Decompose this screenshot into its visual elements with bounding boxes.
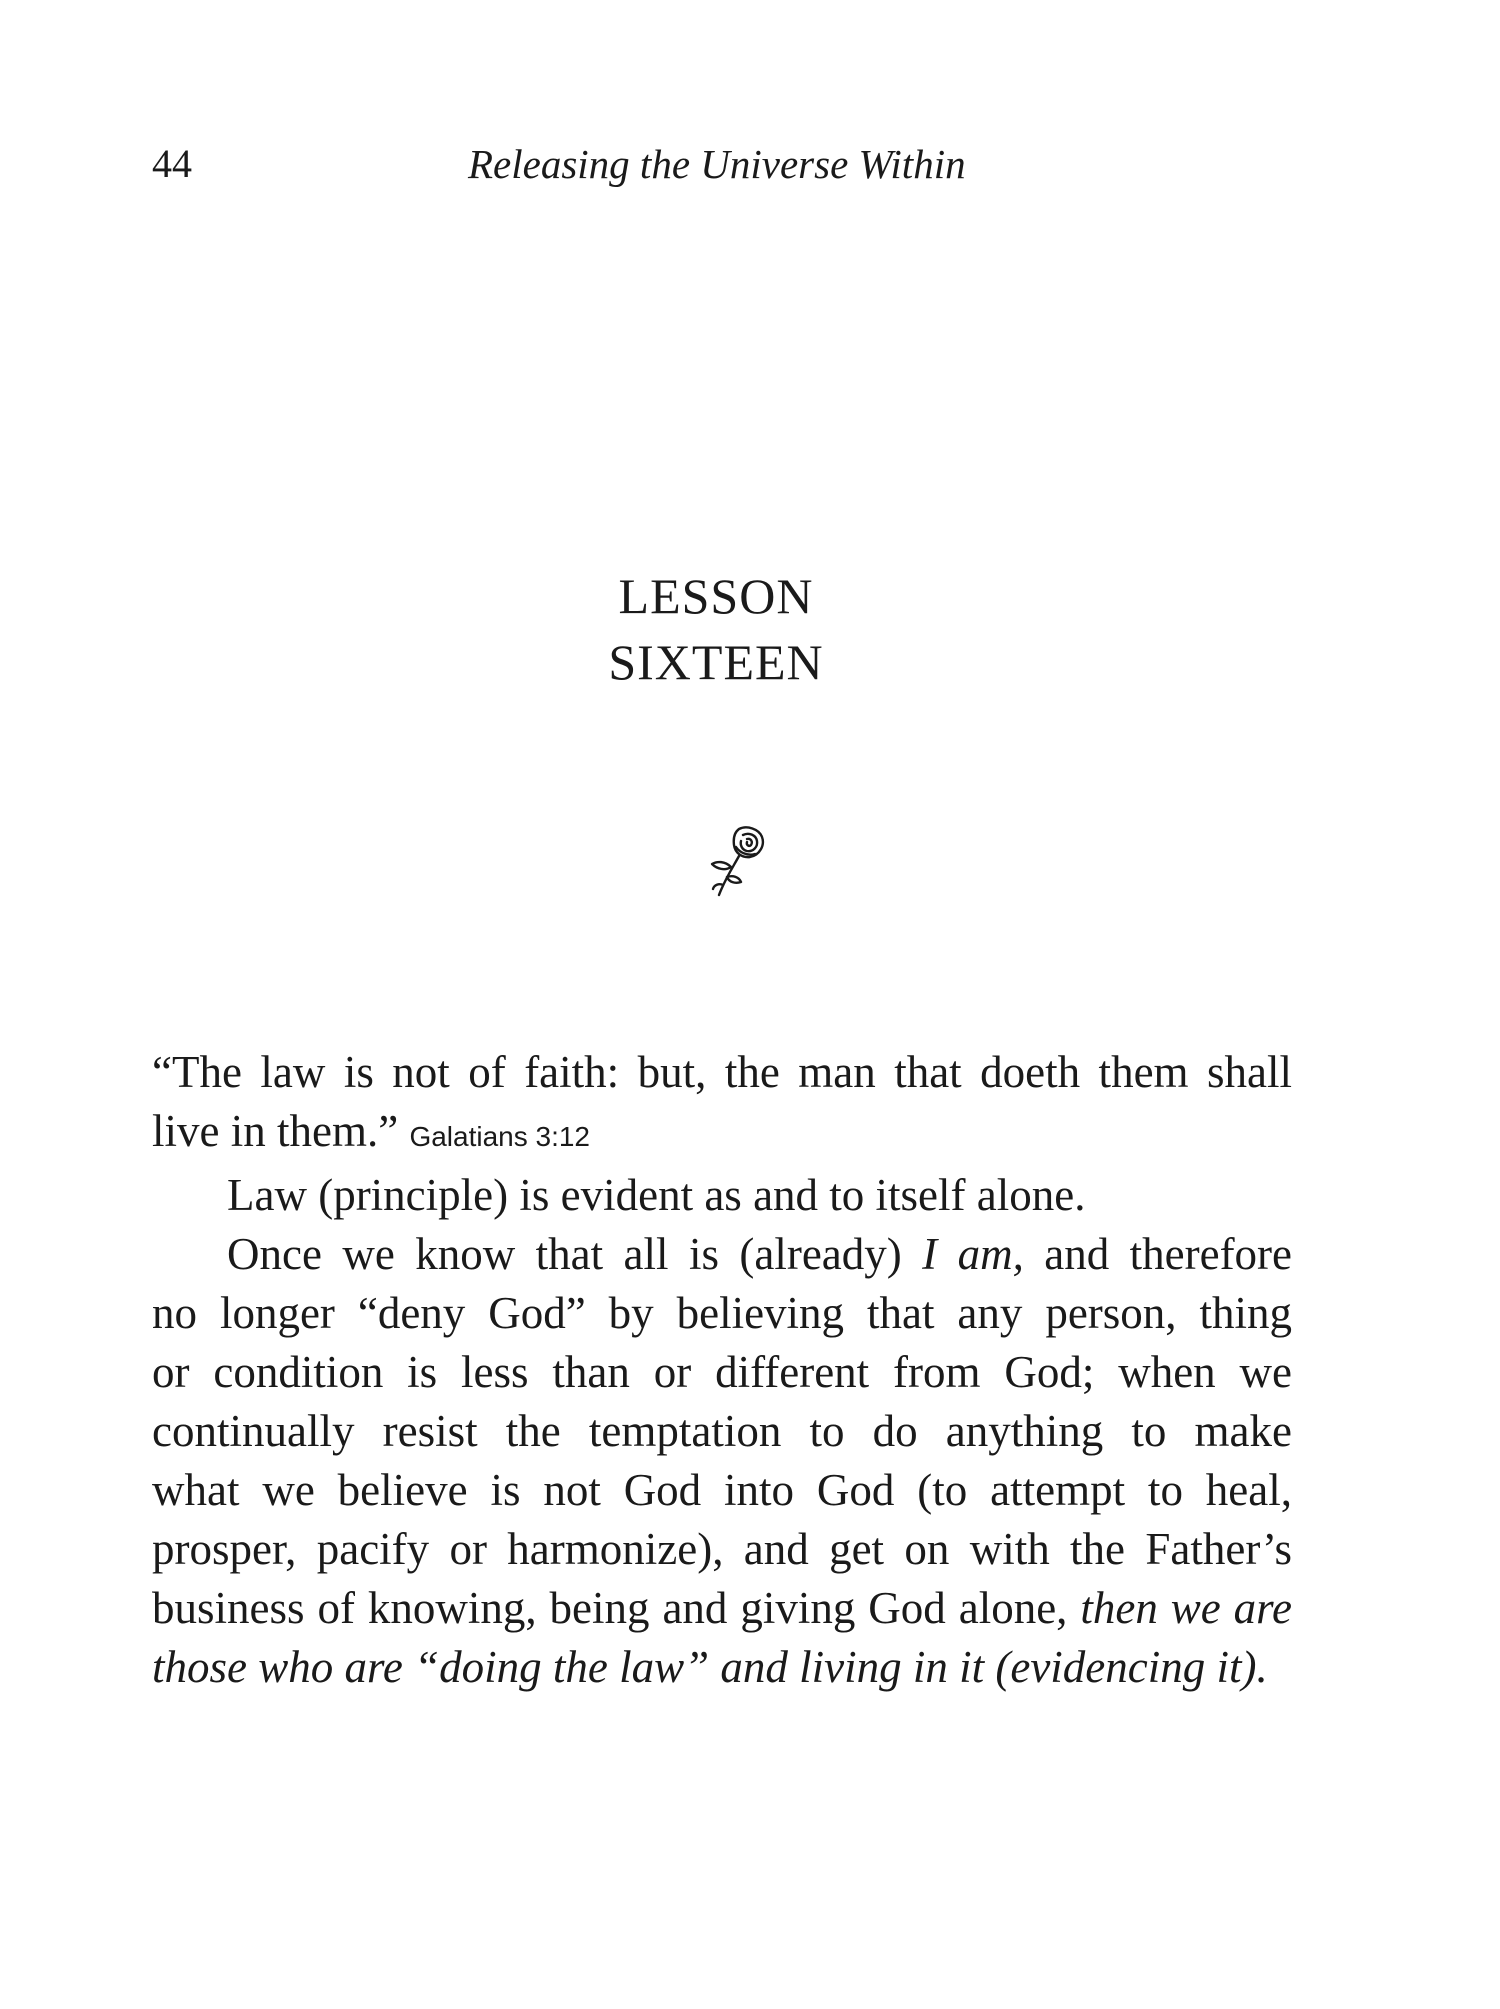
text-segment: business of knowing, being and giving God alone, (152, 1583, 1068, 1633)
paragraph-line (152, 1225, 1292, 1284)
paragraph-line-italic: those who are “doing the law” and living in it (evidencing it). (152, 1642, 1268, 1692)
quote-line-end (152, 1102, 1292, 1166)
paragraph-line: what we believe is not God into God (to attempt to heal, (152, 1465, 1292, 1515)
paragraph-line: prosper, pacify or harmonize), and get on with the Father’s (152, 1524, 1292, 1574)
text-segment: and therefore (1044, 1229, 1293, 1279)
scripture-citation: Galatians 3:12 (409, 1121, 591, 1152)
italic-segment: I am, (922, 1229, 1024, 1279)
page-number: 44 (152, 141, 192, 186)
paragraph-line: Law (principle) is evident as and to itself alone. (227, 1170, 1086, 1220)
lesson-title-line-2: SIXTEEN (608, 634, 824, 690)
rose-icon (705, 823, 769, 899)
quote-text: live in them.” (152, 1106, 399, 1156)
paragraph-line: continually resist the temptation to do anything to make (152, 1406, 1292, 1456)
paragraph-line (152, 1579, 1292, 1638)
lesson-title-line-1: LESSON (618, 568, 814, 624)
quote-line: “The law is not of faith: but, the man that doeth them shall (152, 1047, 1292, 1097)
running-head-title: Releasing the Universe Within (468, 141, 966, 187)
italic-segment: then we are (1080, 1583, 1293, 1633)
text-segment: Once we know that all is (already) (227, 1229, 902, 1279)
paragraph-line: or condition is less than or different from God; when we (152, 1347, 1292, 1397)
paragraph-line: no longer “deny God” by believing that any person, thing (152, 1288, 1292, 1338)
body-text (152, 1043, 1292, 1697)
